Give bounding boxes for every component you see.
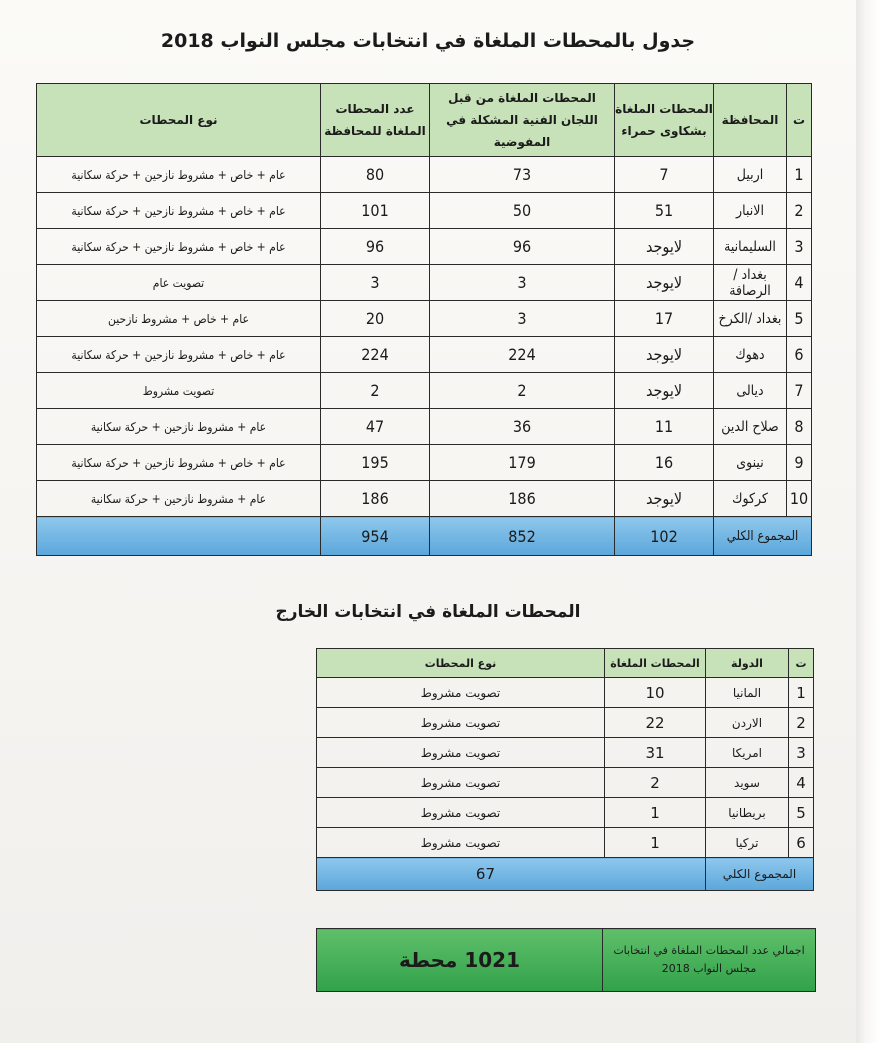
row-no: 4: [787, 265, 812, 301]
table-row: [37, 373, 812, 409]
header-station-type: نوع المحطات: [37, 84, 321, 157]
row-committees: 36: [430, 409, 615, 445]
row-cancelled: 2: [605, 768, 706, 798]
row-station-type: عام + خاص + مشروط نازحين: [37, 301, 321, 337]
row-governorate-total: 47: [321, 409, 430, 445]
row-governorate: صلاح الدين: [714, 409, 787, 445]
header-country: الدولة: [706, 649, 789, 678]
row-station-type: عام + خاص + مشروط نازحين + حركة سكانية: [37, 157, 321, 193]
row-governorate: بغداد /الرصافة: [714, 265, 787, 301]
table-row: [317, 768, 814, 798]
row-committees: 3: [430, 265, 615, 301]
header-no: ت: [787, 84, 812, 157]
table-row: [37, 481, 812, 517]
abroad-table-title: المحطات الملغاة في انتخابات الخارج: [275, 602, 581, 622]
row-governorate-total: 195: [321, 445, 430, 481]
row-cancelled: 22: [605, 708, 706, 738]
total-committees: 852: [430, 517, 615, 556]
header-committees: المحطات الملغاة من قبل اللجان الفنية المشكلة في المفوضية: [430, 84, 615, 157]
table-row: [317, 798, 814, 828]
row-station-type: عام + خاص + مشروط نازحين + حركة سكانية: [37, 193, 321, 229]
row-station-type: تصويت مشروط: [317, 768, 605, 798]
table-row: [317, 828, 814, 858]
table-row: [317, 678, 814, 708]
row-station-type: تصويت مشروط: [317, 678, 605, 708]
total-label: المجموع الكلي: [706, 858, 814, 891]
row-no: 7: [787, 373, 812, 409]
table-row: [317, 738, 814, 768]
row-no: 5: [789, 798, 814, 828]
page-edge: [856, 0, 880, 1043]
domestic-table-title: جدول بالمحطات الملغاة في انتخابات مجلس النواب 2018: [160, 30, 696, 52]
row-cancelled: 1: [605, 798, 706, 828]
row-red-complaints: 7: [615, 157, 714, 193]
row-governorate: كركوك: [714, 481, 787, 517]
abroad-cancelled-stations-table: [316, 648, 814, 891]
row-governorate-total: 3: [321, 265, 430, 301]
header-red-complaints: المحطات الملغاة بشكاوى حمراء: [615, 84, 714, 157]
row-red-complaints: 17: [615, 301, 714, 337]
row-country: المانيا: [706, 678, 789, 708]
header-no: ت: [789, 649, 814, 678]
row-red-complaints: لايوجد: [615, 229, 714, 265]
row-station-type: تصويت عام: [37, 265, 321, 301]
row-red-complaints: لايوجد: [615, 265, 714, 301]
row-no: 2: [787, 193, 812, 229]
header-governorate-total: عدد المحطات الملغاة للمحافظة: [321, 84, 430, 157]
total-label: المجموع الكلي: [714, 517, 812, 556]
row-governorate-total: 80: [321, 157, 430, 193]
table-row: [37, 337, 812, 373]
row-governorate: اربيل: [714, 157, 787, 193]
table-row: [37, 265, 812, 301]
table-row: [37, 229, 812, 265]
row-governorate-total: 186: [321, 481, 430, 517]
row-station-type: تصويت مشروط: [317, 828, 605, 858]
total-cancelled: 67: [317, 858, 706, 891]
row-no: 9: [787, 445, 812, 481]
table-header-row: [37, 84, 812, 157]
row-country: بريطانيا: [706, 798, 789, 828]
abroad-total-row: [317, 858, 814, 891]
row-governorate: السليمانية: [714, 229, 787, 265]
row-governorate-total: 2: [321, 373, 430, 409]
row-governorate-total: 96: [321, 229, 430, 265]
row-cancelled: 10: [605, 678, 706, 708]
row-no: 3: [789, 738, 814, 768]
row-station-type: تصويت مشروط: [317, 798, 605, 828]
row-governorate: الانبار: [714, 193, 787, 229]
row-station-type: عام + خاص + مشروط نازحين + حركة سكانية: [37, 229, 321, 265]
row-committees: 3: [430, 301, 615, 337]
row-governorate: نينوى: [714, 445, 787, 481]
row-red-complaints: لايوجد: [615, 481, 714, 517]
row-committees: 73: [430, 157, 615, 193]
row-no: 6: [787, 337, 812, 373]
row-committees: 96: [430, 229, 615, 265]
row-cancelled: 1: [605, 828, 706, 858]
total-governorate: 954: [321, 517, 430, 556]
row-station-type: تصويت مشروط: [317, 738, 605, 768]
row-no: 5: [787, 301, 812, 337]
row-governorate-total: 224: [321, 337, 430, 373]
row-station-type: تصويت مشروط: [37, 373, 321, 409]
total-type-empty: [37, 517, 321, 556]
row-committees: 224: [430, 337, 615, 373]
row-governorate: ديالى: [714, 373, 787, 409]
domestic-total-row: [37, 517, 812, 556]
row-cancelled: 31: [605, 738, 706, 768]
row-station-type: عام + خاص + مشروط نازحين + حركة سكانية: [37, 445, 321, 481]
table-row: [37, 409, 812, 445]
row-station-type: عام + مشروط نازحين + حركة سكانية: [37, 481, 321, 517]
table-row: [37, 301, 812, 337]
row-no: 8: [787, 409, 812, 445]
table-row: [37, 157, 812, 193]
row-no: 4: [789, 768, 814, 798]
row-no: 2: [789, 708, 814, 738]
row-no: 10: [787, 481, 812, 517]
row-station-type: عام + مشروط نازحين + حركة سكانية: [37, 409, 321, 445]
row-country: الاردن: [706, 708, 789, 738]
row-no: 1: [789, 678, 814, 708]
row-governorate-total: 101: [321, 193, 430, 229]
domestic-cancelled-stations-table: [36, 83, 812, 556]
grand-total-value: 1021 محطة: [317, 929, 603, 992]
row-committees: 50: [430, 193, 615, 229]
row-red-complaints: 51: [615, 193, 714, 229]
header-station-type: نوع المحطات: [317, 649, 605, 678]
row-committees: 186: [430, 481, 615, 517]
row-station-type: تصويت مشروط: [317, 708, 605, 738]
table-row: [37, 445, 812, 481]
header-governorate: المحافظة: [714, 84, 787, 157]
row-no: 1: [787, 157, 812, 193]
row-red-complaints: لايوجد: [615, 373, 714, 409]
row-country: سويد: [706, 768, 789, 798]
row-country: تركيا: [706, 828, 789, 858]
table-row: [317, 708, 814, 738]
row-red-complaints: 11: [615, 409, 714, 445]
row-governorate-total: 20: [321, 301, 430, 337]
row-red-complaints: 16: [615, 445, 714, 481]
grand-total-box: [316, 928, 816, 992]
row-station-type: عام + خاص + مشروط نازحين + حركة سكانية: [37, 337, 321, 373]
row-no: 6: [789, 828, 814, 858]
total-red-complaints: 102: [615, 517, 714, 556]
table-header-row: [317, 649, 814, 678]
row-committees: 179: [430, 445, 615, 481]
row-governorate: بغداد /الكرخ: [714, 301, 787, 337]
row-red-complaints: لايوجد: [615, 337, 714, 373]
header-cancelled: المحطات الملغاة: [605, 649, 706, 678]
row-committees: 2: [430, 373, 615, 409]
row-no: 3: [787, 229, 812, 265]
grand-total-row: [317, 929, 816, 992]
table-row: [37, 193, 812, 229]
row-country: امريكا: [706, 738, 789, 768]
grand-total-label: اجمالي عدد المحطات الملغاة في انتخابات مجلس النواب 2018: [603, 929, 816, 992]
row-governorate: دهوك: [714, 337, 787, 373]
